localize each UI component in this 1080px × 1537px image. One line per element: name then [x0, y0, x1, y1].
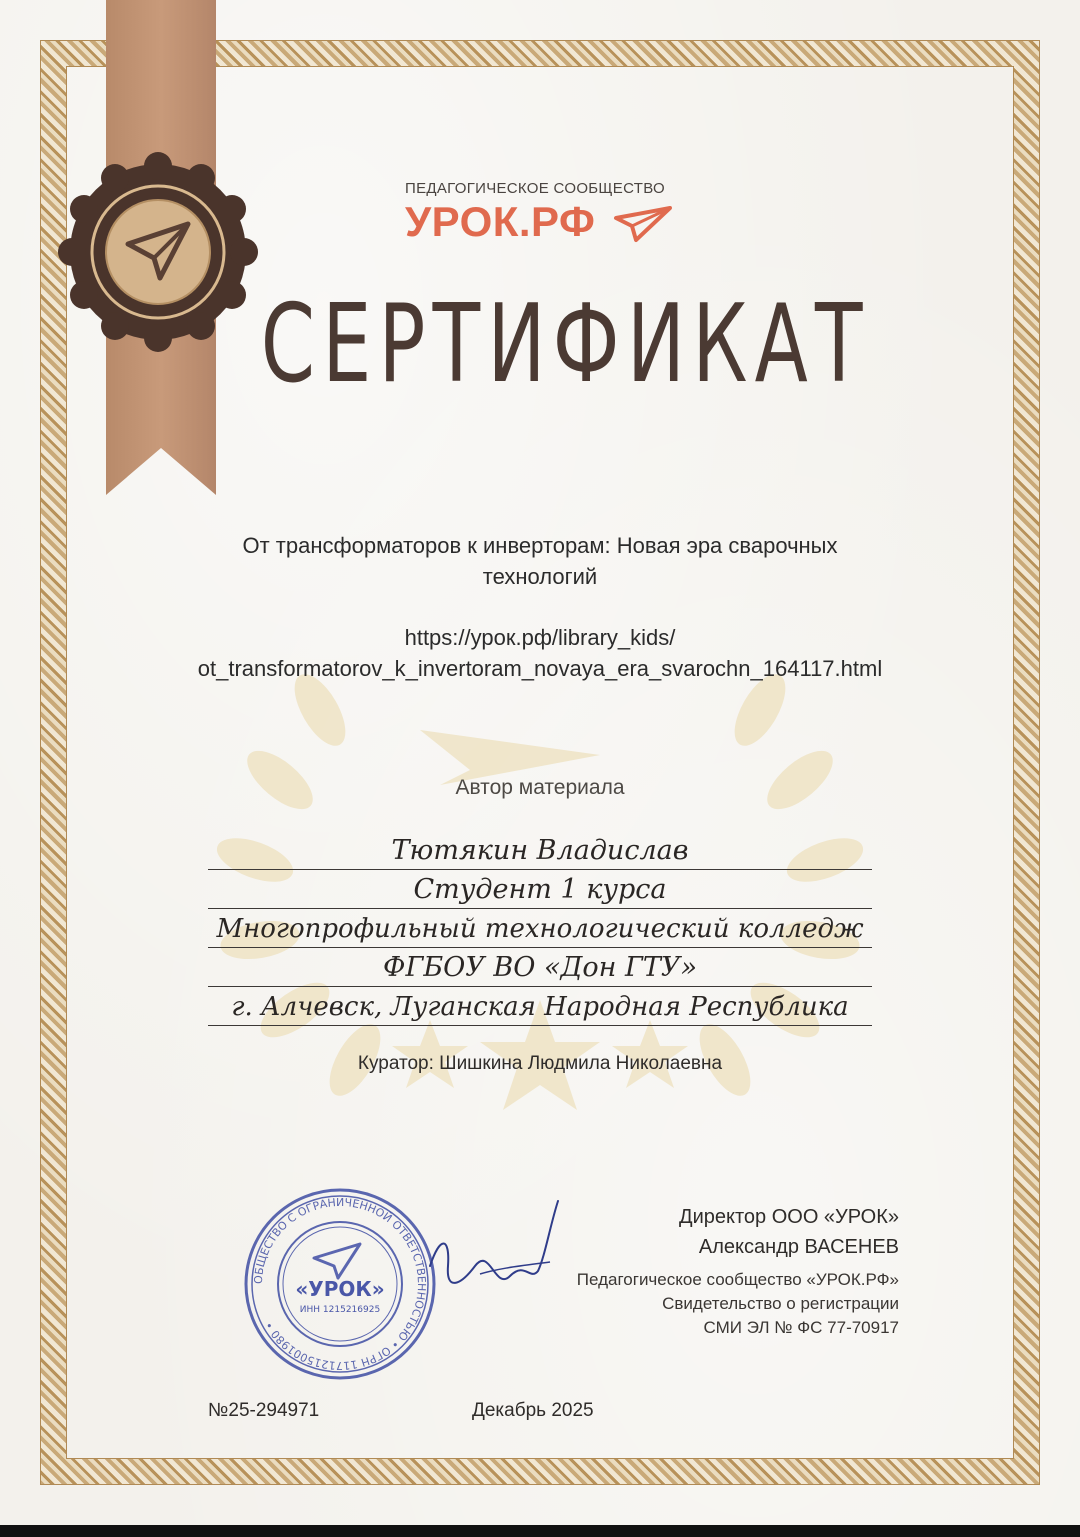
author-university: ФГБОУ ВО «Дон ГТУ»	[208, 949, 872, 987]
director-block	[679, 1202, 899, 1262]
paper-plane-icon	[612, 204, 674, 244]
registry-line1: Педагогическое сообщество «УРОК.РФ»	[576, 1270, 899, 1289]
stamp-ring-text: ОБЩЕСТВО С ОГРАНИЧЕННОЙ ОТВЕТСТВЕННОСТЬЮ • ОГРН 1171215001980 •	[251, 1195, 429, 1373]
curator: Куратор: Шишкина Людмила Николаевна	[357, 1053, 723, 1074]
director-name: Александр ВАСЕНЕВ	[698, 1236, 899, 1258]
author-position: Студент 1 курса	[208, 871, 872, 909]
author-label: Автор материала	[455, 776, 625, 799]
director-position: Директор ООО «УРОК»	[679, 1206, 899, 1228]
author-location: г. Алчевск, Луганская Народная Республика	[208, 988, 872, 1026]
author-organization: Многопрофильный технологический колледж	[208, 910, 872, 948]
author-name: Тютякин Владислав	[208, 832, 872, 870]
stamp-inn: ИНН 1215216925	[299, 1305, 381, 1315]
certificate-date: Декабрь 2025	[472, 1400, 594, 1421]
brand-subtitle: ПЕДАГОГИЧЕСКОЕ СООБЩЕСТВО	[405, 180, 665, 197]
director-signature	[420, 1196, 570, 1306]
registry-line3: СМИ ЭЛ № ФС 77-70917	[703, 1318, 899, 1337]
registry-line2: Свидетельство о регистрации	[662, 1294, 899, 1313]
certificate-title: СЕРТИФИКАТ	[260, 282, 870, 407]
material-url-line1: https://урок.рф/library_kids/	[404, 625, 676, 650]
company-stamp	[242, 1186, 438, 1382]
brand-name: УРОК.РФ	[405, 198, 596, 245]
bottom-bar	[0, 1525, 1080, 1537]
registry-block	[577, 1268, 899, 1340]
material-title: От трансформаторов к инверторам: Новая эра сварочных технологий	[242, 533, 838, 589]
material-url	[120, 622, 960, 684]
certificate-number: №25-294971	[208, 1400, 320, 1421]
material-url-line2: ot_transformatorov_k_invertoram_novaya_era_svarochn_164117.html	[197, 656, 883, 681]
stamp-center-text: «УРОК»	[295, 1277, 385, 1301]
